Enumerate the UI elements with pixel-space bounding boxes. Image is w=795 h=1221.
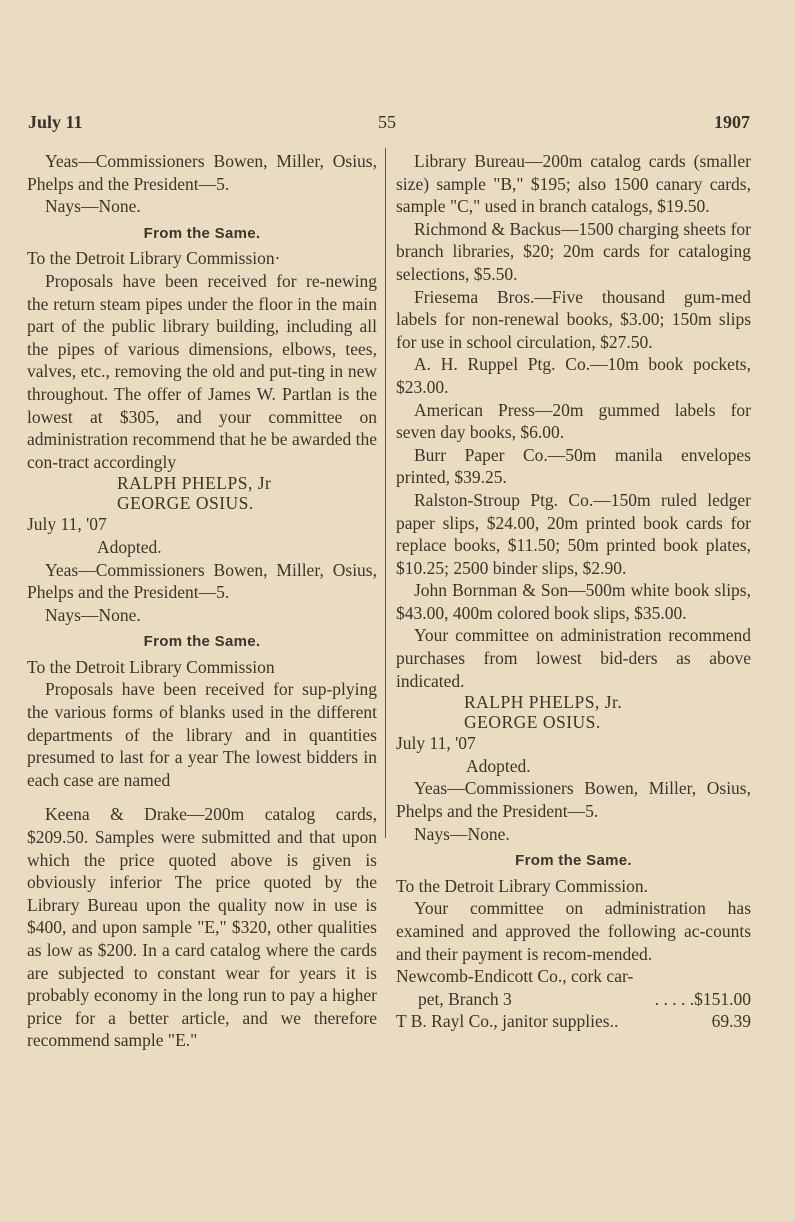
adopted-note: Adopted. (97, 536, 162, 557)
bid-paragraph: American Press—20m gummed labels for seven day books, $6.00. (396, 399, 751, 443)
account-line (396, 1010, 751, 1033)
running-header (0, 112, 795, 136)
account-line (396, 988, 751, 1011)
signature-osius: GEORGE OSIUS. (464, 712, 601, 733)
salutation: To the Detroit Library Commission. (396, 875, 649, 896)
adopted-note: Adopted. (466, 755, 531, 776)
account-amount: 69.39 (711, 1011, 751, 1032)
signature-osius: GEORGE OSIUS. (117, 493, 254, 514)
paragraph-gap (27, 791, 377, 803)
bid-paragraph: John Bornman & Son—500m white book slips, $43.00, 400m colored book slips, $35.00. (396, 580, 751, 623)
report-date: July 11, '07 (27, 514, 107, 535)
bid-paragraph: Richmond & Backus—1500 charging sheets for branch libraries, $20; 20m cards for cataloging selections, $5.50. (396, 218, 751, 284)
salutation: To the Detroit Library Commission (27, 656, 275, 677)
report-paragraph: Your committee on administration has examined and approved the following ac-counts and their payment is recom-mended. (396, 898, 751, 964)
vote-yeas: Yeas—Commissioners Bowen, Miller, Osius, Phelps and the President—5. (27, 559, 377, 603)
account-description: pet, Branch 3 (418, 988, 512, 1009)
report-paragraph: Proposals have been received for sup-plying the various forms of blanks used in the different departments of the library and in quantities presumed to last for a year The lowest bidders in each case are named (27, 679, 377, 790)
report-date: July 11, '07 (396, 733, 476, 754)
section-heading: From the Same. (143, 633, 261, 651)
account-line: Newcomb-Endicott Co., cork car- (396, 966, 634, 987)
account-description: T B. Rayl Co., janitor supplies.. (396, 1011, 619, 1032)
bid-paragraph: Burr Paper Co.—50m manila envelopes printed, $39.25. (396, 444, 751, 488)
bid-paragraph: Ralston-Stroup Ptg. Co.—150m ruled ledger paper slips, $24.00, 20m printed book cards for replace books, $11.50; 50m printed book plates, $10.25; 2500 binder slips, $2.90. (396, 489, 751, 578)
vote-nays: Nays—None. (414, 823, 510, 844)
salutation: To the Detroit Library Commission· (27, 248, 281, 269)
right-column (396, 150, 751, 1033)
account-amount: . . . . .$151.00 (654, 988, 751, 1009)
vote-nays: Nays—None. (45, 604, 141, 625)
bid-paragraph: Library Bureau—200m catalog cards (smaller size) sample "B," $195; also 1500 canary cards, sample "C," used in branch catalogs, $19.50. (396, 151, 751, 217)
page-number: 55 (378, 112, 396, 132)
section-heading: From the Same. (515, 852, 632, 870)
section-heading: From the Same. (143, 224, 261, 242)
bid-paragraph: A. H. Ruppel Ptg. Co.—10m book pockets, $23.00. (396, 354, 751, 397)
recommendation-paragraph: Your committee on administration recommend purchases from lowest bid-ders as above indicated. (396, 625, 751, 691)
report-paragraph: Proposals have been received for re-newing the return steam pipes under the floor in the main part of the public library building, including all the pipes of various dimensions, elbows, tees, valves, etc., removing the old and put-ting in new throughout. The offer of James W. Partlan is the lowest at $305, and your committee on administration recommend that he be awarded the con-tract accordingly (27, 270, 377, 472)
bid-paragraph: Friesema Bros.—Five thousand gum-med labels for non-renewal books, $3.00; 150m slips for use in school circulation, $27.50. (396, 286, 751, 352)
header-date: July 11 (28, 112, 83, 132)
vote-yeas: Yeas—Commissioners Bowen, Miller, Osius, Phelps and the President—5. (27, 151, 377, 194)
bid-paragraph: Keena & Drake—200m catalog cards, $209.50. Samples were submitted and that upon which the price quoted above is given is obviously inferior The price quoted by the Library Bureau upon the quality now in use is $400, and upon sample "E," $320, other qualities as low as $200. In a card catalog where the cards are subjected to constant wear for years it is probably economy in the long run to pay a higher price for a better article, and we therefore recommend sample "E." (27, 804, 377, 1051)
signature-phelps: RALPH PHELPS, Jr (117, 473, 272, 494)
vote-yeas: Yeas—Commissioners Bowen, Miller, Osius, Phelps and the President—5. (396, 778, 751, 822)
vote-nays: Nays—None. (45, 196, 141, 217)
left-column (27, 150, 377, 1052)
header-year: 1907 (714, 112, 750, 132)
column-divider (385, 148, 386, 838)
signature-phelps: RALPH PHELPS, Jr. (464, 692, 623, 713)
